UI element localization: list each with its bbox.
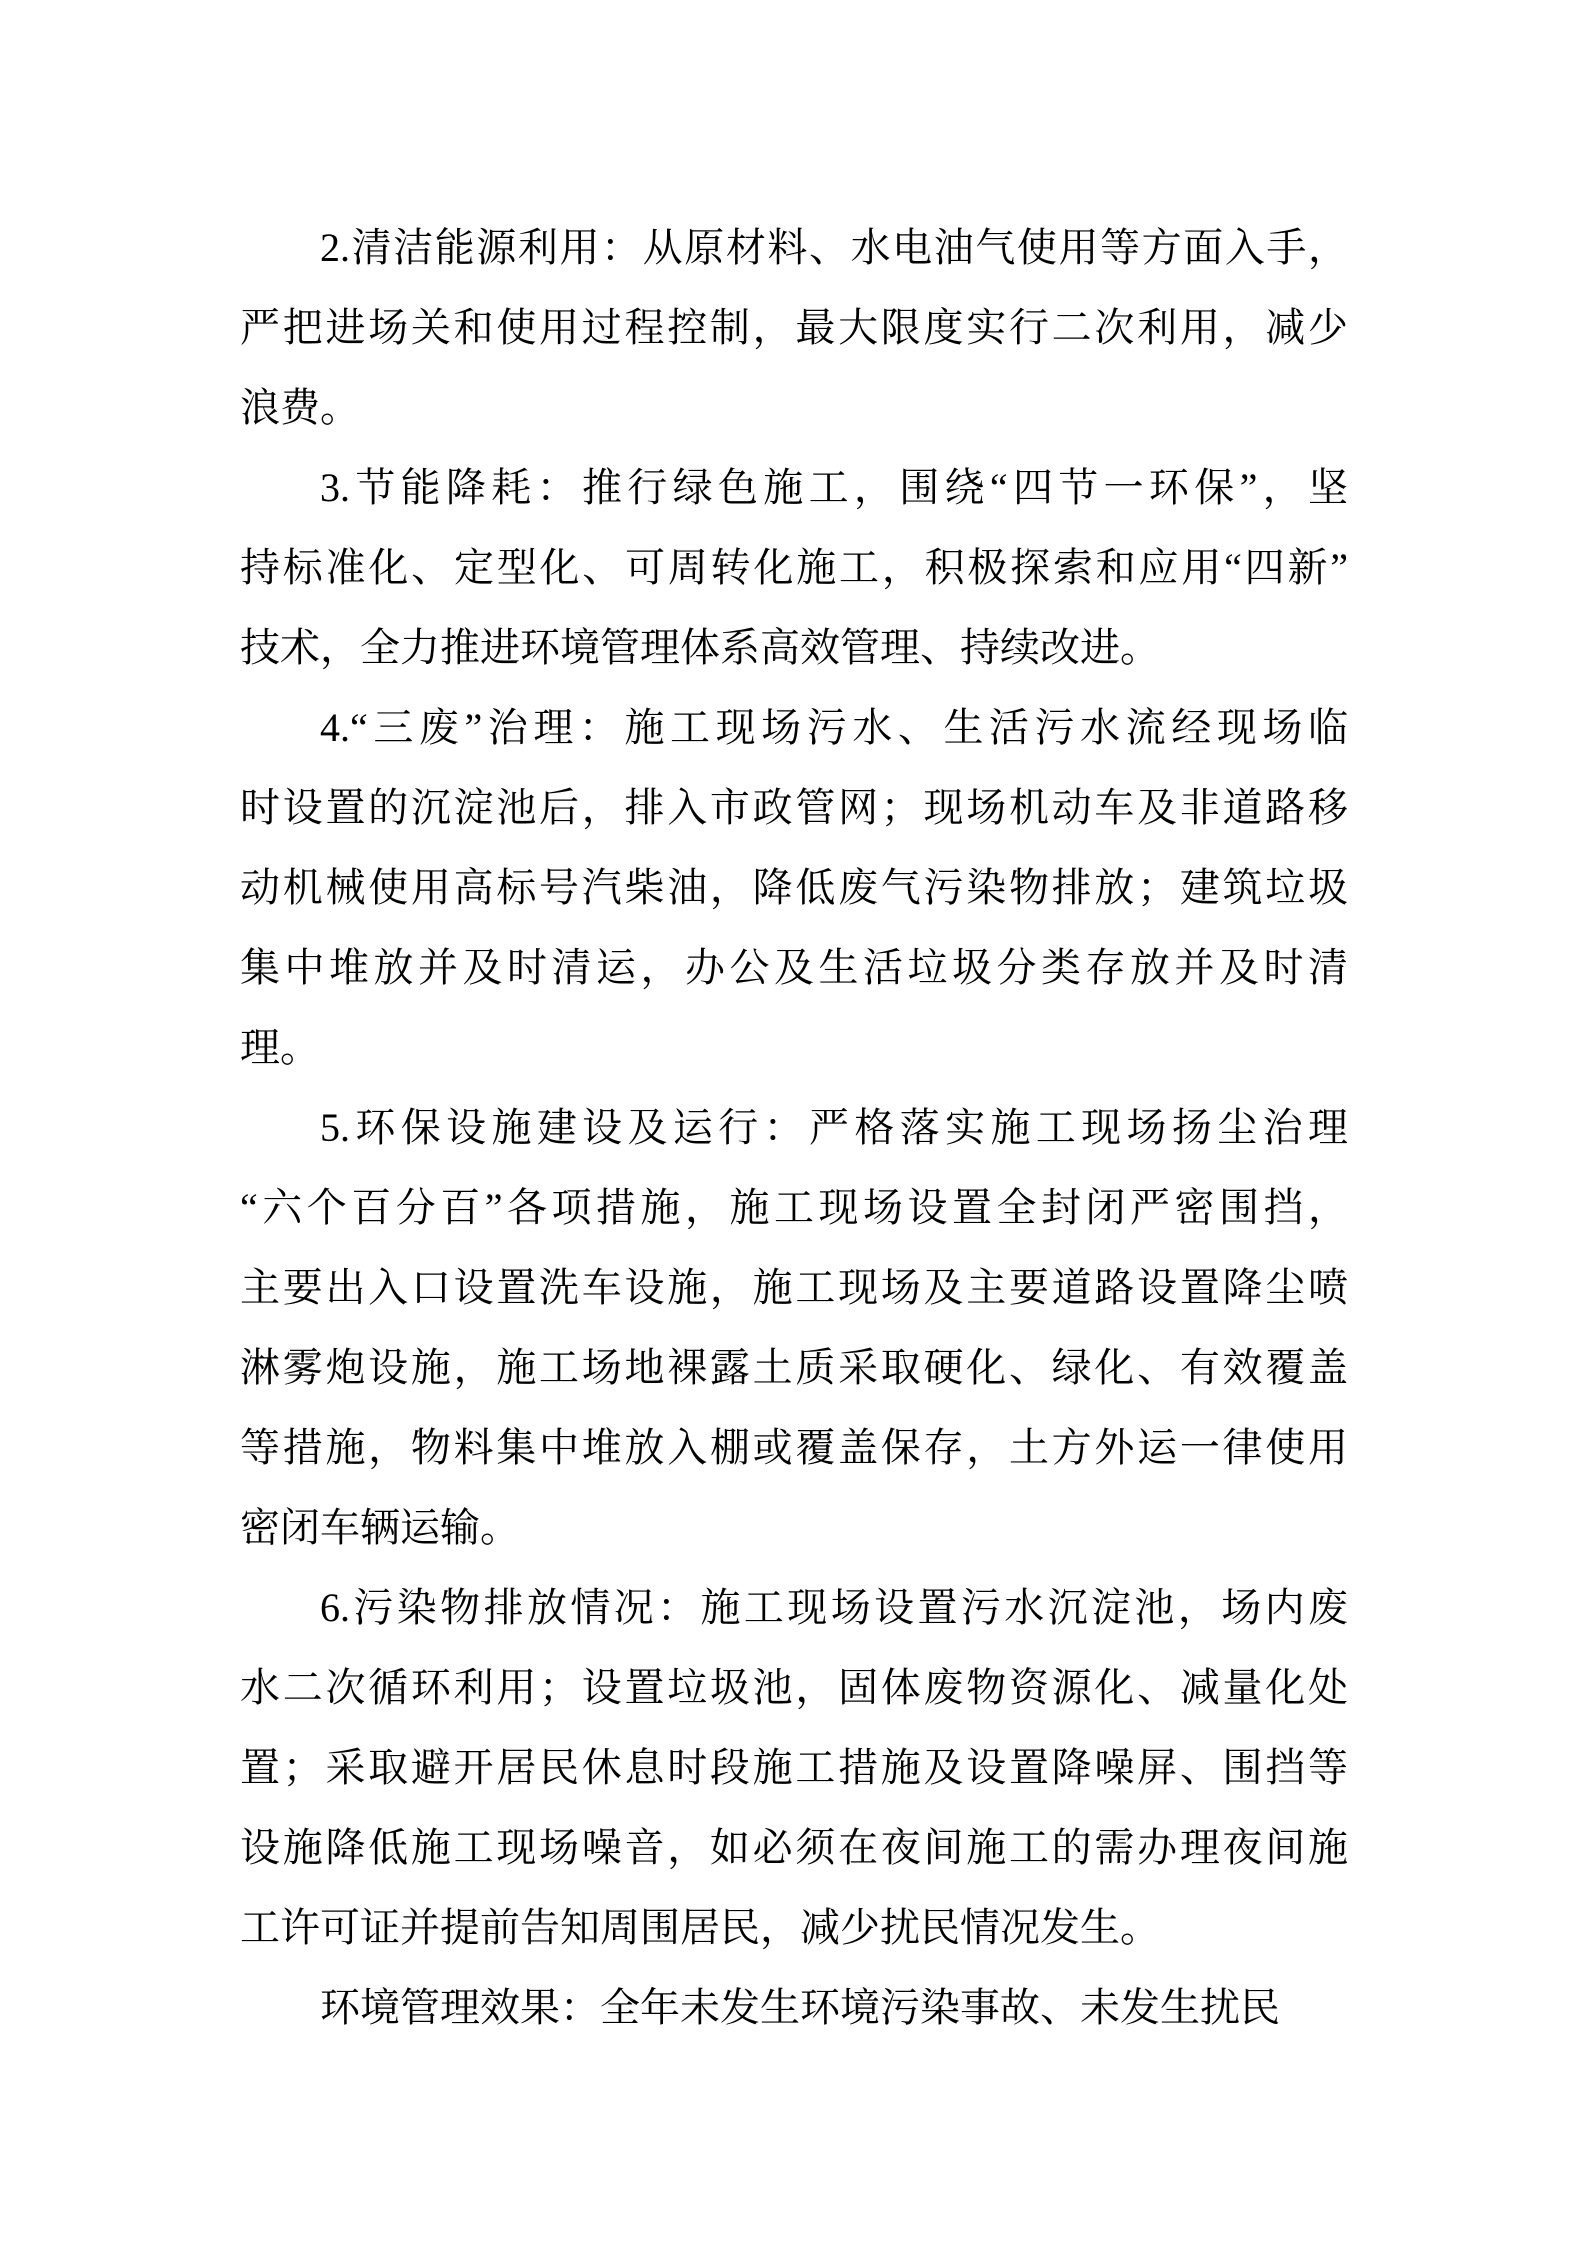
text-line: 设施降低施工现场噪音，如必须在夜间施工的需办理夜间施 bbox=[240, 1825, 1348, 1870]
text-line: 环境管理效果：全年未发生环境污染事故、未发生扰民 bbox=[320, 1985, 1280, 2030]
text-line: 技术，全力推进环境管理体系高效管理、持续改进。 bbox=[240, 625, 1160, 670]
text-line: 时设置的沉淀池后，排入市政管网；现场机动车及非道路移 bbox=[240, 785, 1348, 830]
text-line: 淋雾炮设施，施工场地裸露土质采取硬化、绿化、有效覆盖 bbox=[240, 1345, 1348, 1390]
text-line: 浪费。 bbox=[240, 385, 360, 430]
text-line: 工许可证并提前告知周围居民，减少扰民情况发生。 bbox=[240, 1905, 1160, 1950]
text-line: 持标准化、定型化、可周转化施工，积极探索和应用“四新” bbox=[240, 545, 1348, 590]
document-body-text bbox=[240, 208, 1348, 2048]
text-line: “六个百分百”各项措施，施工现场设置全封闭严密围挡， bbox=[240, 1185, 1348, 1230]
paragraph bbox=[240, 1568, 1348, 1968]
paragraph bbox=[240, 448, 1348, 688]
text-line: 4.“三废”治理：施工现场污水、生活污水流经现场临 bbox=[320, 705, 1348, 750]
text-line: 动机械使用高标号汽柴油，降低废气污染物排放；建筑垃圾 bbox=[240, 865, 1348, 910]
text-line: 2.清洁能源利用：从原材料、水电油气使用等方面入手， bbox=[320, 225, 1348, 270]
paragraph bbox=[240, 688, 1348, 1088]
text-line: 理。 bbox=[240, 1025, 320, 1070]
text-line: 严把进场关和使用过程控制，最大限度实行二次利用，减少 bbox=[240, 305, 1348, 350]
paragraph bbox=[240, 1088, 1348, 1568]
text-line: 主要出入口设置洗车设施，施工现场及主要道路设置降尘喷 bbox=[240, 1265, 1348, 1310]
text-line: 密闭车辆运输。 bbox=[240, 1505, 520, 1550]
text-line: 5.环保设施建设及运行：严格落实施工现场扬尘治理 bbox=[320, 1105, 1348, 1150]
text-line: 置；采取避开居民休息时段施工措施及设置降噪屏、围挡等 bbox=[240, 1745, 1348, 1790]
paragraph bbox=[240, 1968, 1348, 2048]
paragraph bbox=[240, 208, 1348, 448]
text-line: 等措施，物料集中堆放入棚或覆盖保存，土方外运一律使用 bbox=[240, 1425, 1348, 1470]
text-line: 水二次循环利用；设置垃圾池，固体废物资源化、减量化处 bbox=[240, 1665, 1348, 1710]
text-line: 3.节能降耗：推行绿色施工，围绕“四节一环保”，坚 bbox=[320, 465, 1348, 510]
text-line: 集中堆放并及时清运，办公及生活垃圾分类存放并及时清 bbox=[240, 945, 1348, 990]
text-line: 6.污染物排放情况：施工现场设置污水沉淀池，场内废 bbox=[320, 1585, 1348, 1630]
